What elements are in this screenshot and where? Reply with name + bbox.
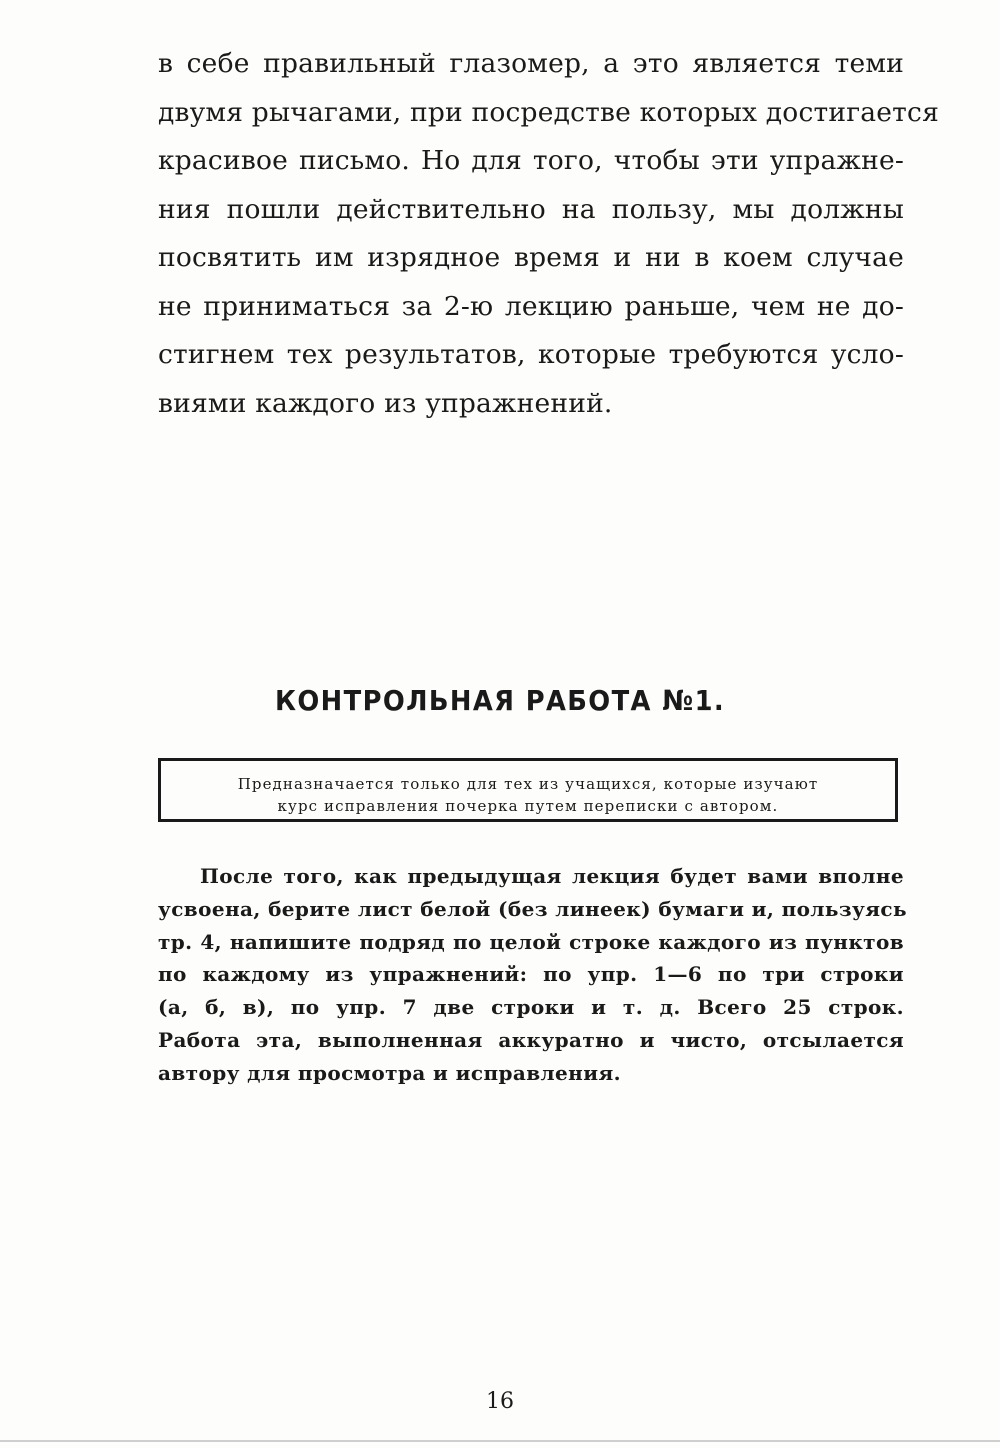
paragraph-line: ния пошли действительно на пользу, мы должны [158,193,904,225]
paragraph-line: Работа эта, выполненная аккуратно и чисто, отсылается [158,1027,904,1052]
paragraph-line: (а, б, в), по упр. 7 две строки и т. д. Всего 25 строк. [158,995,904,1020]
paragraph-line: в себе правильный глазомер, а это является теми [158,48,904,79]
paragraph-line: виями каждого из упражнений. [158,387,613,419]
notice-line: Предназначается только для тех из учащихся, которые изучают [237,775,819,793]
paragraph-line: После того, как предыдущая лекция будет вами вполне [200,864,904,888]
paragraph-line: красивое письмо. Но для того, чтобы эти упражне- [158,145,904,176]
page-number: 16 [486,1389,514,1414]
paragraph-line: стигнем тех результатов, которые требуются усло- [158,339,904,370]
paragraph-line: усвоена, берите лист белой (без линеек) бумаги и, пользуясь [158,896,907,921]
notice-box [158,758,898,822]
intro-paragraph [158,40,939,428]
notice-line: курс исправления почерка путем переписки с автором. [277,797,779,815]
assignment-paragraph [158,860,907,1090]
paragraph-line: не приниматься за 2-ю лекцию раньше, чем не до- [158,290,904,322]
paragraph-line: автору для просмотра и исправления. [158,1060,621,1085]
paragraph-line: по каждому из упражнений: по упр. 1—6 по три строки [158,962,904,987]
section-title: КОНТРОЛЬНАЯ РАБОТА №1. [274,684,726,717]
paragraph-line: тр. 4, напишите подряд по целой строке каждого из пунктов [158,929,904,954]
paragraph-line: посвятить им изрядное время и ни в коем случае [158,242,904,273]
page-edge-divider [0,1440,1000,1442]
paragraph-line: двумя рычагами, при посредстве которых достигается [158,96,939,128]
